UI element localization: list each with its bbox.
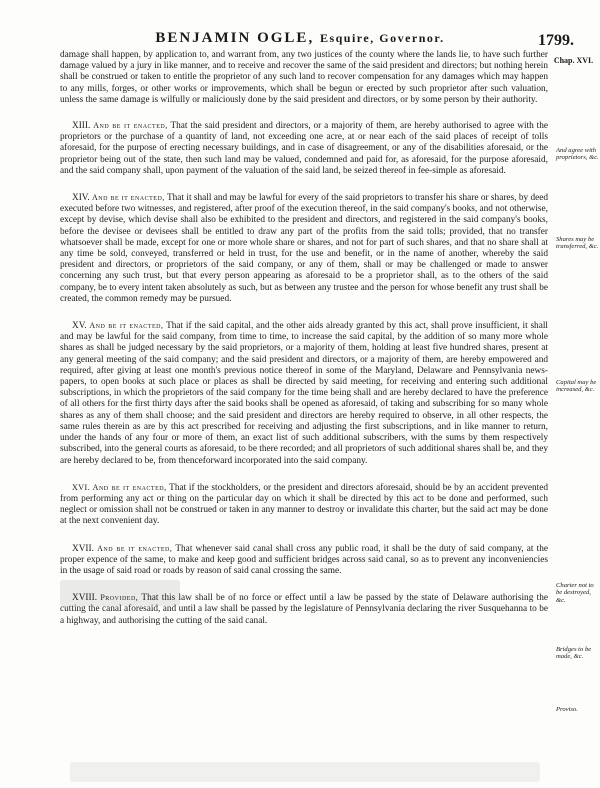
section-text: That this law shall be of no force or effect until a law be passed by the state of Delaware authorising the cutting the canal aforesaid, and until a law shall be passed by the legislature of Pennsylvania declaring the river Susquehanna to be a highway, and authorising the cutting of the said canal. [60,593,549,626]
scan-smudge [60,580,180,606]
section-xvi [60,482,548,528]
section-text: That if the said capital, and the other aids already granted by this act, shall prove insufficient, it shall and may be lawful for the said company, from time to time, to increase the said capital, by the addition of so many more whole shares as shall be judged necessary by the said proprietors, or a majority of them, holding at least five hundred shares, present at any general meeting of the said company; and the said president and directors, or a majority of them, are hereby empowered and required, after giving at least one month's previous notice thereof in some of the Maryland, Delaware and Pennsylvania news-papers, to open books at such place or places as shall be directed by said meeting, for receiving and entering such additional subscriptions, in which the proprietors of the said company for the time being shall and are hereby declared to have the preference of all others for the first thirty days after the said books shall be opened as aforesaid, of taking and subscribing for so many whole shares as any of them shall choose; and the said president and directors are hereby required to observe, in all other respects, the same rules therein as are by this act prescribed for receiving and adjusting the first subscriptions, and in like manner to return, under the hands of any four or more of them, an exact list of such additional subscribers, with the sums by them respectively subscribed, into the general courts as aforesaid, to be there recorded; and all proprietors of such additional shares shall be, and they are hereby declared to be, from thenceforward incorporated into the said company. [60,321,548,466]
section-text: That whenever said canal shall cross any public road, it shall be the duty of said company, at the proper expence of the same, to make and keep good and sufficient bridges across said canal, so as to prevent any inconveniencies in the usage of said road or roads by reason of said canal crossing the same. [60,543,548,576]
section-text: That the said president and directors, or a majority of them, are hereby authorised to agree with the proprietors or the purchase of a quantity of land, not exceeding one acre, at or near each of the said places of receipt of tolls aforesaid, for the purpose of erecting necessary buildings, and in case of disagreement, or any of the disabilities aforesaid, or the proprietor being out of the state, then such land may be valued, condemned and paid for, as aforesaid, for the purpose aforesaid, and the said company shall, upon payment of the valuation of the said land, be seized thereof in fee-simple as aforesaid. [60,121,549,176]
section-xv [60,320,548,467]
enacting-clause: Provided, [100,593,139,603]
header-title-sub: Esquire, Governor. [319,31,445,45]
chapter-label: Chap. XVI. [553,56,594,65]
margin-note-xvi: Charter not to be destroyed, &c. [556,582,594,604]
scan-fade [70,762,540,782]
section-number: XVII. [72,543,94,554]
section-number: XV. [72,321,87,332]
paragraph-continuation: damage shall happen, by application to, and warrant from, any two justices of the county where the lands lie, to have such further damage valued by a jury in like manner, and to receive and recover the same of the said president and directors; but nothing herein shall be construed or taken to entitle the proprietor of any such land to recover compensation for any damages which may happen to any mills, forges, or other works or improvements, which shall be begun or erected by such proprietor after such valuation, unless the same damage is wilfully or maliciously done by the said president and directors, or by some person by their authority. [60,50,548,105]
enacting-clause: And be it enacted, [89,321,164,331]
section-number: XIII. [72,121,91,132]
section-text: That it shall and may be lawful for every of the said proprietors to transfer his share or shares, by deed executed before two witnesses, and registered, after proof of the execution thereof, in the said company's books, and not otherwise, except by devise, which devise shall also be exhibited to the president and directors, and registered in the said company's books, before the devisee or devisees shall be entitled to draw any part of the profits from the said tolls; provided, that no transfer whatsoever shall be made, except for one or more whole share or shares, and not for part of such shares, and that no share shall at any time be sold, conveyed, transferred or held in trust, for the use and benefit, or in the name of another, whereby the said president and directors, or proprietors of the said company, or any of them, shall or may be challenged or made to answer concerning any such trust, but that every person appearing as aforesaid to be a proprietor shall, as to the others of the said company, be to every intent taken absolutely as such, but as between any trustee and the person for whose benefit any trust shall be created, the common remedy may be pursued. [60,193,549,304]
section-xiii [60,120,548,177]
page-header [60,30,540,47]
section-number: XIV. [72,193,90,204]
margin-note-xiii: And agree with proprietors, &c. [556,147,599,162]
body-text [60,50,548,627]
margin-note-xviii: Proviso. [556,706,578,713]
section-xvii [60,543,548,578]
margin-note-xiv: Shares may be transferred, &c. [556,236,599,251]
enacting-clause: And be it enacted, [93,121,168,131]
section-number: XVIII. [72,593,98,604]
enacting-clause: XVI. And be it enacted, [72,482,167,492]
header-title-main: BENJAMIN OGLE, [155,30,315,46]
enacting-clause: And be it enacted, [97,543,173,553]
margin-note-xvii: Bridges to be made, &c. [556,646,592,661]
enacting-clause: And be it enacted, [92,193,165,203]
section-text: That if the stockholders, or the president and directors aforesaid, should be by an accident prevented from performing any act or thing on the particular day on which it shall be directed by this act to be done and performed, such neglect or omission shall not be construed or taken in any manner to destroy or invalidate this charter, but the said act may be done at the next convenient day. [60,482,549,527]
margin-note-xv: Capital may be increased, &c. [556,379,597,394]
section-xiv [60,192,548,305]
header-year: 1799. [538,32,574,49]
